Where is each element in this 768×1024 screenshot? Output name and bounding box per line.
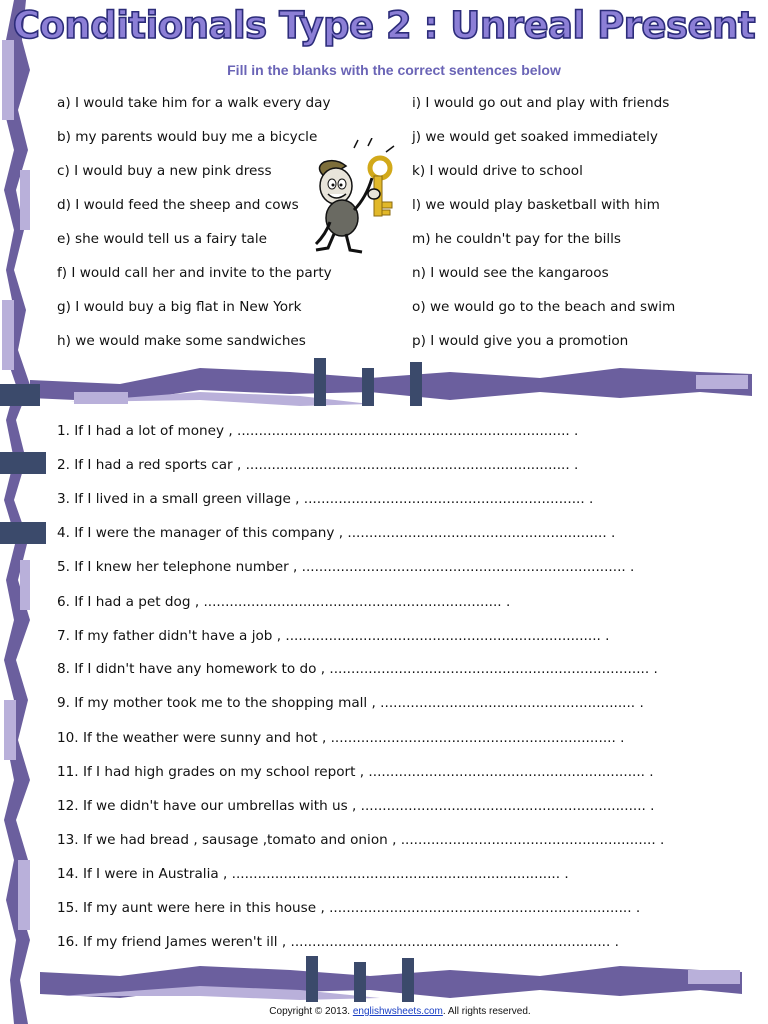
- question-14: 14. If I were in Australia , ............................................................................ .: [57, 866, 569, 882]
- question-4: 4. If I were the manager of this company , ............................................................ .: [57, 525, 616, 541]
- option-j: j) we would get soaked immediately: [412, 129, 658, 145]
- top-divider-tab: [0, 384, 40, 406]
- top-divider-post: [314, 358, 326, 406]
- question-7: 7. If my father didn't have a job , ......................................................................... .: [57, 628, 610, 644]
- copyright-footer: [0, 1006, 768, 1017]
- instruction-text: Fill in the blanks with the correct sentences below: [227, 62, 561, 78]
- bottom-divider-post: [354, 962, 366, 1002]
- bottom-divider-post: [402, 958, 414, 1002]
- option-a: a) I would take him for a walk every day: [57, 95, 331, 111]
- option-h: h) we would make some sandwiches: [57, 333, 306, 349]
- copyright-prefix: Copyright © 2013.: [269, 1006, 353, 1017]
- left-border-block: [20, 170, 30, 230]
- option-l: l) we would play basketball with him: [412, 197, 660, 213]
- question-9: 9. If my mother took me to the shopping mall , ........................................................... .: [57, 695, 644, 711]
- top-divider-post: [410, 362, 422, 406]
- option-d: d) I would feed the sheep and cows: [57, 197, 299, 213]
- question-3: 3. If I lived in a small green village , ................................................................. .: [57, 491, 594, 507]
- page-title: Conditionals Type 2 : Unreal Present: [12, 4, 756, 47]
- question-5: 5. If I knew her telephone number , ........................................................................... .: [57, 559, 635, 575]
- question-8: 8. If I didn't have any homework to do , .......................................................................... .: [57, 661, 658, 677]
- left-tab: [0, 522, 46, 544]
- question-6: 6. If I had a pet dog , ..................................................................... .: [57, 594, 511, 610]
- top-divider-post: [362, 368, 374, 406]
- copyright-suffix: . All rights reserved.: [442, 1006, 531, 1017]
- top-divider-block: [696, 375, 748, 389]
- question-13: 13. If we had bread , sausage ,tomato and onion , ........................................................... .: [57, 832, 665, 848]
- monkey-with-key-illustration: [306, 138, 406, 258]
- option-g: g) I would buy a big flat in New York: [57, 299, 302, 315]
- option-o: o) we would go to the beach and swim: [412, 299, 676, 315]
- question-16: 16. If my friend James weren't ill , .......................................................................... .: [57, 934, 619, 950]
- option-b: b) my parents would buy me a bicycle: [57, 129, 318, 145]
- bottom-divider-block: [688, 970, 740, 984]
- question-11: 11. If I had high grades on my school report , ................................................................ .: [57, 764, 654, 780]
- question-12: 12. If we didn't have our umbrellas with us , .................................................................. .: [57, 798, 655, 814]
- left-tab: [0, 452, 46, 474]
- left-border-block: [2, 40, 14, 120]
- question-15: 15. If my aunt were here in this house , ...................................................................... .: [57, 900, 641, 916]
- option-i: i) I would go out and play with friends: [412, 95, 670, 111]
- option-p: p) I would give you a promotion: [412, 333, 629, 349]
- left-border-block: [20, 560, 30, 610]
- option-n: n) I would see the kangaroos: [412, 265, 609, 281]
- question-10: 10. If the weather were sunny and hot , .................................................................. .: [57, 730, 625, 746]
- left-border-block: [18, 860, 30, 930]
- option-k: k) I would drive to school: [412, 163, 583, 179]
- option-f: f) I would call her and invite to the party: [57, 265, 332, 281]
- website-link[interactable]: englishwsheets.com: [352, 1006, 443, 1017]
- bottom-divider-post: [306, 956, 318, 1002]
- option-e: e) she would tell us a fairy tale: [57, 231, 268, 247]
- question-2: 2. If I had a red sports car , ........................................................................... .: [57, 457, 579, 473]
- question-1: 1. If I had a lot of money , ............................................................................. .: [57, 423, 579, 439]
- top-divider-block: [74, 392, 128, 404]
- option-c: c) I would buy a new pink dress: [57, 163, 272, 179]
- left-border-block: [2, 300, 14, 370]
- option-m: m) he couldn't pay for the bills: [412, 231, 621, 247]
- left-border-block: [4, 700, 16, 760]
